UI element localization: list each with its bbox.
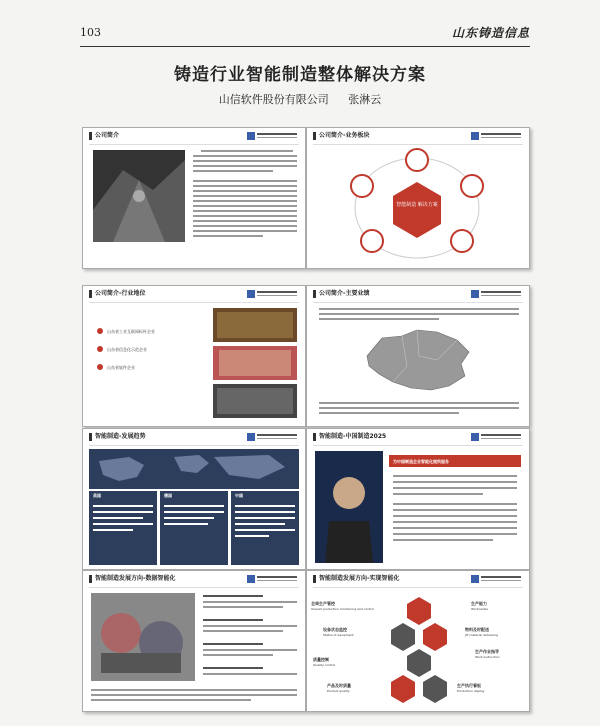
slide-header <box>89 575 299 588</box>
direction-sublabel: Work instruction <box>475 655 500 659</box>
page-header <box>80 24 530 47</box>
hexagon-node <box>423 675 447 703</box>
trend-column: 美国 <box>89 491 157 565</box>
company-logo <box>471 433 523 442</box>
direction-sublabel: Production display <box>457 689 485 693</box>
slide-company-intro <box>82 127 306 269</box>
direction-sublabel: Workcenter <box>471 607 489 611</box>
hexagon-node <box>407 597 431 625</box>
photo-image <box>213 308 297 418</box>
slide-achievements <box>306 285 530 427</box>
slide-title: 公司简介-主要业绩 <box>313 290 370 298</box>
slide-title: 公司简介 <box>89 132 119 140</box>
hexagon-node <box>423 623 447 651</box>
bullet-icon <box>97 364 103 370</box>
hexagon-node <box>407 649 431 677</box>
slide-business-segments <box>306 127 530 269</box>
segment-node <box>451 230 473 252</box>
photo-image <box>315 451 383 563</box>
diagram-center-label: 智能制造 解决方案 <box>396 202 438 208</box>
slide-made-in-china-2025 <box>306 428 530 570</box>
direction-label: 全周生产管控 <box>311 601 335 606</box>
segment-node <box>351 175 373 197</box>
article-byline <box>0 91 600 107</box>
slide-title: 智能制造-发展趋势 <box>89 433 146 441</box>
company-logo <box>247 290 299 299</box>
trend-column: 德国 <box>160 491 228 565</box>
segment-node <box>406 149 428 171</box>
article-title: 铸造行业智能制造整体解决方案 <box>174 65 426 85</box>
journal-name: 山东铸造信息 <box>451 26 530 40</box>
direction-label: 生产作业指导 <box>475 649 499 654</box>
direction-label: 物料及时配送 <box>465 627 489 632</box>
slide-title: 智能制造发展方向-实现智能化 <box>313 575 400 583</box>
direction-label: 生产执行看板 <box>457 683 481 688</box>
slide-header <box>89 132 299 145</box>
segment-node <box>461 175 483 197</box>
hexagon-node <box>391 675 415 703</box>
slide-header <box>313 132 523 145</box>
direction-sublabel: Status of equipment <box>323 633 354 637</box>
direction-sublabel: Product quality <box>327 689 350 693</box>
photo-image <box>91 593 195 681</box>
bullet-icon <box>97 328 103 334</box>
company-logo <box>471 132 523 141</box>
photo-image <box>93 150 185 242</box>
direction-label: 生产能力 <box>471 601 487 606</box>
direction-label: 设备状态监控 <box>323 627 347 632</box>
slide-industry-position <box>82 285 306 427</box>
direction-sublabel: Quality control <box>313 663 336 667</box>
slide-header <box>89 290 299 303</box>
list-item: 山东省信息化示范企业 <box>97 344 207 362</box>
hexagon-diagram <box>379 593 459 707</box>
slide-title: 智能制造发展方向-数据智能化 <box>89 575 176 583</box>
slide-header <box>313 290 523 303</box>
slide-development-trend <box>82 428 306 570</box>
company-name: 山信软件股份有限公司 <box>218 93 329 106</box>
world-map <box>89 449 299 489</box>
page-number: 103 <box>80 26 101 39</box>
list-item: 山东省软件企业 <box>97 362 207 380</box>
position-list <box>97 326 207 380</box>
bullet-icon <box>97 346 103 352</box>
direction-sublabel: JIT material delivering <box>465 633 498 637</box>
trend-columns <box>89 491 299 565</box>
slide-title: 公司简介-行业地位 <box>89 290 146 298</box>
slide-title: 公司简介-业务板块 <box>313 132 370 140</box>
author-name: 张淋云 <box>348 93 382 106</box>
trend-column: 中国 <box>231 491 299 565</box>
list-item: 山东省工业互联网标杆企业 <box>97 326 207 344</box>
direction-sublabel: Overall production monitoring and control <box>311 607 375 611</box>
hexagon-node <box>391 623 415 651</box>
company-logo <box>247 433 299 442</box>
segments-diagram <box>337 146 497 266</box>
company-logo <box>471 575 523 584</box>
direction-label: 质量控制 <box>313 657 329 662</box>
slide-intelligence-directions <box>306 570 530 712</box>
china-map <box>357 326 477 396</box>
slide-data-intelligence <box>82 570 306 712</box>
company-logo <box>471 290 523 299</box>
slide-header <box>313 575 523 588</box>
direction-label: 产品及时质量 <box>327 683 351 688</box>
slide-header <box>313 433 523 446</box>
banner: 为中国制造企业智能化提供服务 <box>389 455 521 467</box>
company-logo <box>247 132 299 141</box>
slide-title: 智能制造-中国制造2025 <box>313 433 386 441</box>
segment-node <box>361 230 383 252</box>
company-logo <box>247 575 299 584</box>
slide-header <box>89 433 299 446</box>
